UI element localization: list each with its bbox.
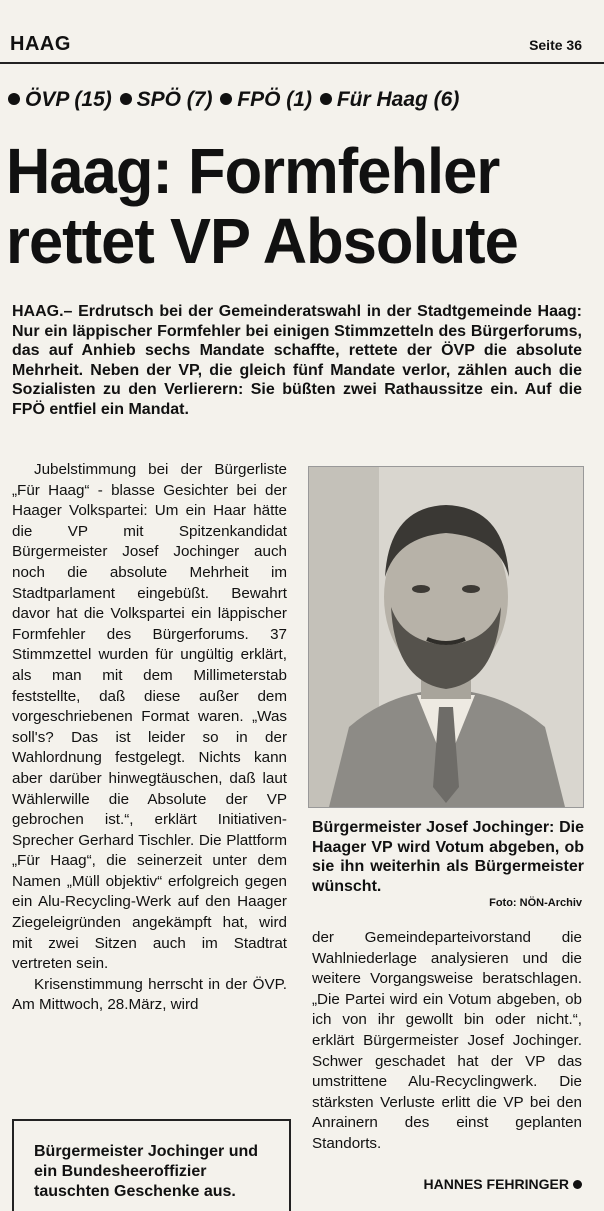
bullet-icon bbox=[8, 93, 20, 105]
photo-caption: Bürgermeister Josef Jochinger: Die Haager VP wird Votum abgeben, ob sie ihn weiterhin als Bürgermeister wünscht. bbox=[312, 819, 584, 895]
bullet-icon bbox=[220, 93, 232, 105]
page-number: Seite 36 bbox=[529, 37, 582, 53]
header-rule bbox=[0, 62, 604, 64]
body-paragraph: Jubelstimmung bei der Bürgerliste „Für Haag“ - blasse Gesichter bei der Haager Volkspartei: Um ein Haar hätte die VP mit Spitzenkandidat Bürgermeister Josef Jochinger auch noch die absolute Mehrheit im Stadtparlament eingebüßt. Bewahrt davor hat die Volkspartei ein läppischer Formfehler des Bürgerforums. 37 Stimmzettel wurden für ungültig erklärt, als man mit dem Millimeterstab feststellte, daß diese außer dem vorgeschriebenen Format waren. „Was soll's? Das ist leider so in der Wahlordnung festgelegt. Nichts kann aber darüber hinwegtäuschen, daß laut Wählerwille die Absolute der VP gebrochen ist.“, erklärt Initiativen-Sprecher Gerhard Tischler. Die Plattform „Für Haag“, die seinerzeit unter dem Namen „Müll objektiv“ erfolgreich gegen ein Alu-Recycling-Werk auf den Haager Ziegeleigründen angekämpft hat, wird mit zwei Sitzen auch im Stadtrat vertreten sein. bbox=[12, 461, 287, 973]
party-item: FPÖ (1) bbox=[218, 88, 312, 111]
party-item: ÖVP (15) bbox=[6, 88, 112, 111]
author-byline bbox=[424, 1176, 582, 1192]
author-name: HANNES FEHRINGER bbox=[423, 1176, 569, 1192]
party-results bbox=[6, 88, 598, 112]
portrait-photo bbox=[308, 466, 584, 808]
article-column-right bbox=[312, 928, 582, 1155]
photo-credit: Foto: NÖN-Archiv bbox=[489, 897, 582, 909]
bullet-icon bbox=[320, 93, 332, 105]
party-item: SPÖ (7) bbox=[118, 88, 213, 111]
body-paragraph: Krisenstimmung herrscht in der ÖVP. Am Mittwoch, 28.März, wird bbox=[12, 975, 287, 1014]
article-column-left bbox=[12, 460, 287, 1016]
section-title: HAAG bbox=[10, 33, 71, 55]
portrait-illustration bbox=[309, 467, 583, 807]
lead-paragraph: HAAG.– Erdrutsch bei der Gemeinderatswahl in der Stadtgemeinde Haag: Nur ein läppischer Formfehler bei einigen Stimmzetteln des Bürgerforums, das auf Anhieb sechs Mandate schaffte, rettete der ÖVP die absolute Mehrheit. Neben der VP, die gleich fünf Mandate verlor, zählen auch die Sozialisten zu den Verlierern: Sie büßten zwei Rathaussitze ein. Auf die FPÖ entfiel ein Mandat. bbox=[12, 303, 582, 418]
teaser-text: Bürgermeister Jochinger und ein Bundesheeroffizier tauschten Geschenke aus. bbox=[34, 1143, 259, 1200]
party-item: Für Haag (6) bbox=[318, 88, 460, 111]
headline bbox=[6, 136, 574, 276]
headline-line-2: rettet VP Absolute bbox=[6, 205, 518, 277]
bullet-icon bbox=[573, 1180, 582, 1189]
body-paragraph: der Gemeindeparteivorstand die Wahlniederlage analysieren und die weitere Vorgangsweise beratschlagen. „Die Partei wird ein Votum abgeben, ob ich von ihr gewollt bin oder nicht.“, erklärt Bürgermeister Josef Jochinger. Schwer geschadet hat der VP das umstrittene Alu-Recyclingwerk. Die stärksten Verluste erlitt die VP bei den Anrainern des einst geplanten Standorts. bbox=[312, 929, 582, 1152]
bullet-icon bbox=[120, 93, 132, 105]
headline-line-1: Haag: Formfehler bbox=[6, 135, 500, 207]
